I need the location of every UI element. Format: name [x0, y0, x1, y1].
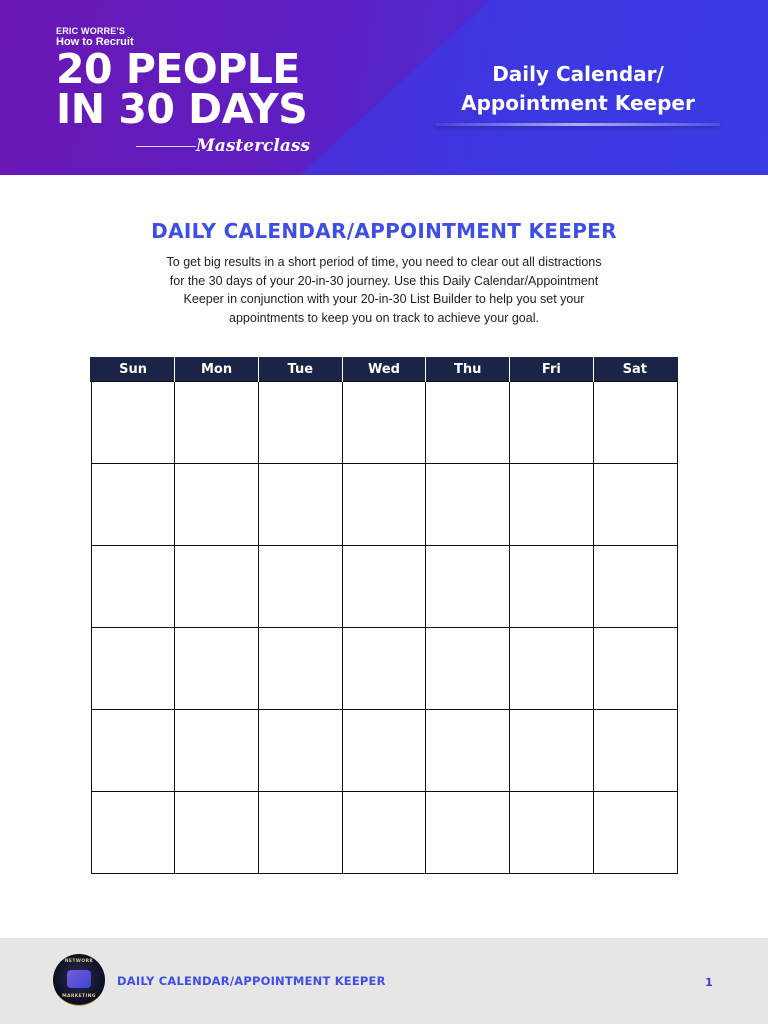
calendar-body [91, 382, 677, 874]
day-header-mon: Mon [175, 357, 259, 382]
calendar-grid [90, 357, 678, 874]
header-title-line-2: Appointment Keeper [461, 91, 695, 115]
calendar-day-cell [426, 628, 510, 710]
calendar-day-cell [91, 710, 175, 792]
calendar-day-cell [342, 792, 426, 874]
calendar-week-row [91, 628, 677, 710]
day-header-fri: Fri [510, 357, 594, 382]
calendar-week-row [91, 792, 677, 874]
calendar-day-cell [342, 710, 426, 792]
brand-subtitle: How to Recruit [56, 36, 134, 48]
calendar-day-cell [510, 382, 594, 464]
seal-bottom-text: MARKETING [62, 994, 96, 999]
calendar-week-row [91, 464, 677, 546]
header-title [436, 60, 720, 118]
footer-title: DAILY CALENDAR/APPOINTMENT KEEPER [117, 974, 386, 988]
calendar-week-row [91, 382, 677, 464]
intro-line: Keeper in conjunction with your 20-in-30 List Builder to help you set your [183, 292, 585, 306]
calendar-day-cell [91, 464, 175, 546]
calendar-day-cell [426, 710, 510, 792]
calendar-day-cell [593, 710, 677, 792]
calendar-day-cell [342, 382, 426, 464]
calendar-day-cell [175, 546, 259, 628]
calendar-day-cell [258, 628, 342, 710]
calendar-day-cell [593, 546, 677, 628]
calendar-day-cell [91, 792, 175, 874]
brand-script: Masterclass [196, 136, 310, 156]
calendar-day-cell [258, 546, 342, 628]
calendar-day-cell [342, 464, 426, 546]
calendar-day-cell [593, 628, 677, 710]
brand-logo [56, 26, 308, 133]
calendar-day-cell [426, 464, 510, 546]
calendar-day-cell [342, 546, 426, 628]
calendar-day-cell [258, 710, 342, 792]
calendar-day-cell [175, 464, 259, 546]
calendar-day-cell [510, 710, 594, 792]
day-header-sat: Sat [593, 357, 677, 382]
header-title-underline [436, 123, 720, 126]
calendar-day-cell [510, 464, 594, 546]
calendar-day-cell [91, 546, 175, 628]
calendar-day-cell [91, 382, 175, 464]
calendar-day-cell [258, 464, 342, 546]
day-header-tue: Tue [258, 357, 342, 382]
calendar-week-row [91, 546, 677, 628]
calendar-day-cell [342, 628, 426, 710]
calendar-day-cell [426, 792, 510, 874]
intro-line: appointments to keep you on track to achieve your goal. [229, 310, 539, 325]
network-marketing-seal-logo [53, 954, 105, 1006]
intro-paragraph [134, 253, 634, 327]
calendar-header-row [91, 357, 677, 382]
calendar-day-cell [510, 792, 594, 874]
brand-author: ERIC WORRE'S [56, 26, 126, 36]
seal-emblem-icon [67, 970, 91, 988]
calendar-week-row [91, 710, 677, 792]
calendar-day-cell [593, 792, 677, 874]
calendar-day-cell [426, 382, 510, 464]
seal-top-text: NETWORK [64, 959, 94, 964]
calendar-day-cell [510, 546, 594, 628]
calendar-day-cell [175, 792, 259, 874]
calendar-day-cell [593, 464, 677, 546]
page-number: 1 [705, 976, 713, 989]
calendar-day-cell [258, 792, 342, 874]
calendar-day-cell [510, 628, 594, 710]
calendar-day-cell [175, 382, 259, 464]
brand-line-1: 20 PEOPLE [56, 45, 300, 93]
header-title-line-1: Daily Calendar/ [492, 62, 664, 86]
day-header-wed: Wed [342, 357, 426, 382]
intro-line: To get big results in a short period of time, you need to clear out all distractions [166, 255, 602, 269]
header-banner [0, 0, 768, 175]
calendar-day-cell [258, 382, 342, 464]
day-header-thu: Thu [426, 357, 510, 382]
brand-line-2: IN 30 DAYS [56, 85, 308, 133]
page-title: DAILY CALENDAR/APPOINTMENT KEEPER [151, 219, 617, 243]
intro-line: for the 30 days of your 20-in-30 journey. Use this Daily Calendar/Appointment [169, 273, 599, 288]
calendar-day-cell [426, 546, 510, 628]
day-header-sun: Sun [91, 357, 175, 382]
calendar-day-cell [175, 710, 259, 792]
calendar-day-cell [175, 628, 259, 710]
calendar-day-cell [91, 628, 175, 710]
calendar-day-cell [593, 382, 677, 464]
